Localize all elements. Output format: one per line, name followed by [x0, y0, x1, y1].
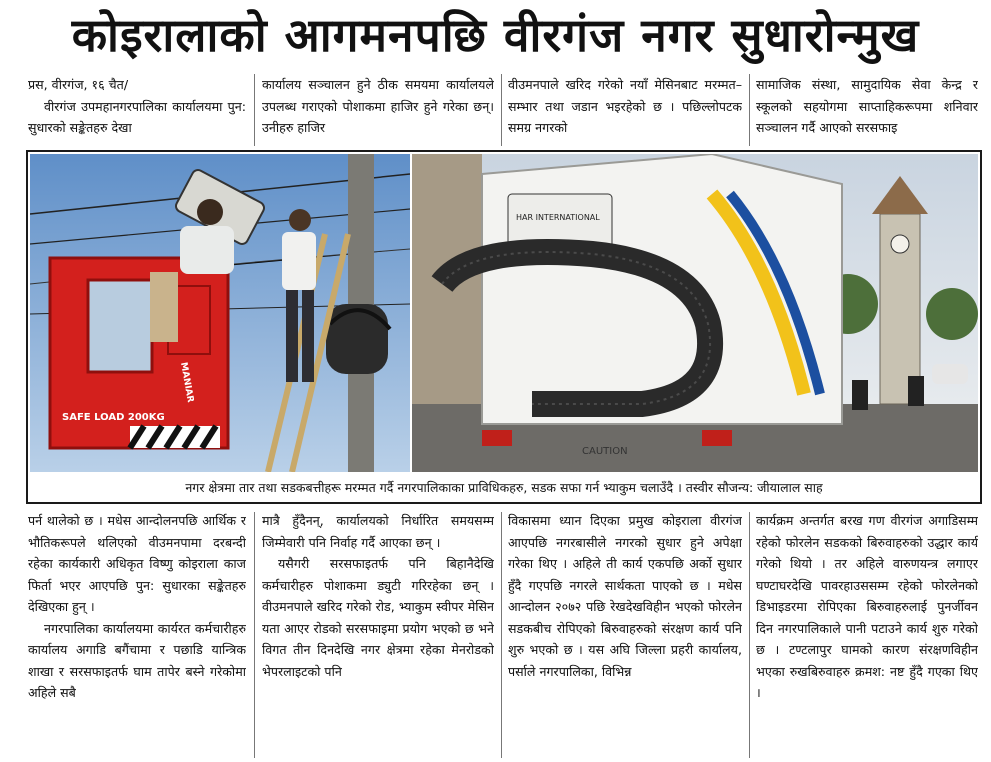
- paragraph: कार्यक्रम अन्तर्गत बरख गण वीरगंज अगाडिसम्म रहेको फोरलेन सडकको बिरुवाहरुको उद्धार कार्य गरेको थियो । तर अहिले वारुणयन्त्र लगाएर घण्टाघरदेखि पावरहाउससम्म रहेको फोरलेनको डिभाइडरमा रोपिएका बिरुवाहरुलाई पुनर्जीवन दिन नगरपालिकाले पानी पटाउने कार्य शुरु गरेको छ । टण्टलापुर घामको कारण संरक्षणविहीन भएका रुखबिरुवाहरु क्रमश: नष्ट हुँदै गएका थिए ।: [756, 513, 978, 700]
- paragraph: वीउमनपाले खरिद गरेको नयाँ मेसिनबाट मरम्मत–सम्भार तथा जडान भइरहेको छ । पछिल्लोपटक समग्र नगरको: [508, 77, 742, 135]
- column-rule: [254, 74, 255, 146]
- photo-vacuum-sweeper-truck: [412, 154, 978, 472]
- bottom-column-1: [28, 510, 246, 758]
- top-column-3: [508, 74, 742, 146]
- paragraph: नगरपालिका कार्यालयमा कार्यरत कर्मचारीहरु कार्यालय अगाडि बगैंचामा र पछाडि यान्त्रिक शाखा र सरसफाइतर्फ घाम तापेर बस्ने गरेकोमा अहिले सबै: [28, 620, 246, 700]
- paragraph: पर्न थालेको छ । मधेस आन्दोलनपछि आर्थिक र भौतिकरूपले थलिएको वीउमनपामा दरबन्दी रहेका कार्यकारी अधिकृत विष्णु कोइराला काज फिर्ता भएर आएपछि पुन: सुधारका सङ्केतहरु देखिएका हुन् ।: [28, 513, 246, 614]
- dateline: प्रस, वीरगंज, १६ चैत/: [28, 77, 129, 92]
- truck-caution-label: CAUTION: [582, 446, 628, 457]
- top-column-2: [262, 74, 494, 146]
- top-column-4: [756, 74, 978, 146]
- photo-caption: नगर क्षेत्रमा तार तथा सडकबत्तीहरू मरम्मत गर्दै नगरपालिकाका प्राविधिकहरु, सडक सफा गर्न भ्याकुम चलाउँदै । तस्वीर सौजन्य: जीयालाल साह: [185, 480, 823, 495]
- paragraph: कार्यालय सञ्चालन हुने ठीक समयमा कार्यालयले उपलब्ध गराएको पोशाकमा हाजिर हुने गरेका छन्। उनीहरु हाजिर: [262, 77, 494, 135]
- column-rule: [501, 74, 502, 146]
- bottom-column-3: [508, 510, 742, 758]
- lift-load-label: SAFE LOAD 200KG: [62, 412, 165, 423]
- lead-paragraph: वीरगंज उपमहानगरपालिका कार्यालयमा पुन: सुधारको सङ्केतहरु देखा: [28, 98, 246, 135]
- paragraph: मात्रै हुँदैनन्, कार्यालयको निर्धारित समयसम्म जिम्मेवारी पनि निर्वाह गर्दै आएका छन् ।: [262, 513, 494, 550]
- paragraph: यसैगरी सरसफाइतर्फ पनि बिहानैदेखि कर्मचारीहरु पोशाकमा ड्युटी गरिरहेका छन् । वीउमनपाले खरिद गरेको रोड, भ्याकुम स्वीपर मेसिन यता आएर रोडको सरसफाइमा प्रयोग भएको छ भने विगत तीन दिनदेखि नगर क्षेत्रमा रहेका मेनरोडको भेपरलाइटको पनि: [262, 556, 494, 679]
- paragraph: विकासमा ध्यान दिएका प्रमुख कोइराला वीरगंज आएपछि नगरबासीले नगरको सुधार हुने अपेक्षा गरेका थिए । अहिले ती कार्य एकपछि अर्को सुधार हुँदै गएपछि नगरले सार्थकता पाएको छ । मधेस आन्दोलन २०७२ पछि रेखदेखविहीन भएको फोरलेन सडकबीच रोपिएको बिरुवाहरुको संरक्षण कार्य पनि शुरु भएको छ । यस अघि जिल्ला प्रहरी कार्यालय, पर्साले नगरपालिका, विभिन्न: [508, 513, 742, 679]
- bottom-column-4: [756, 510, 978, 758]
- top-column-1: [28, 74, 246, 146]
- photo-block: [26, 150, 982, 504]
- column-rule: [254, 512, 255, 758]
- column-rule: [749, 512, 750, 758]
- lift-brand-label: MANIAR: [178, 361, 195, 404]
- truck-badge-label: HAR INTERNATIONAL: [516, 213, 600, 222]
- article-headline: कोइरालाको आगमनपछि वीरगंज नगर सुधारोन्मुख: [71, 8, 920, 62]
- paragraph: सामाजिक संस्था, सामुदायिक सेवा केन्द्र र स्कूलको सहयोगमा साप्ताहिकरूपमा शनिवार सञ्चालन गर्दै आएको सरसफाइ: [756, 77, 978, 135]
- photo-linemen-repair: [30, 154, 410, 472]
- column-rule: [749, 74, 750, 146]
- safety-stripes: [130, 426, 220, 448]
- column-rule: [501, 512, 502, 758]
- bottom-column-2: [262, 510, 494, 758]
